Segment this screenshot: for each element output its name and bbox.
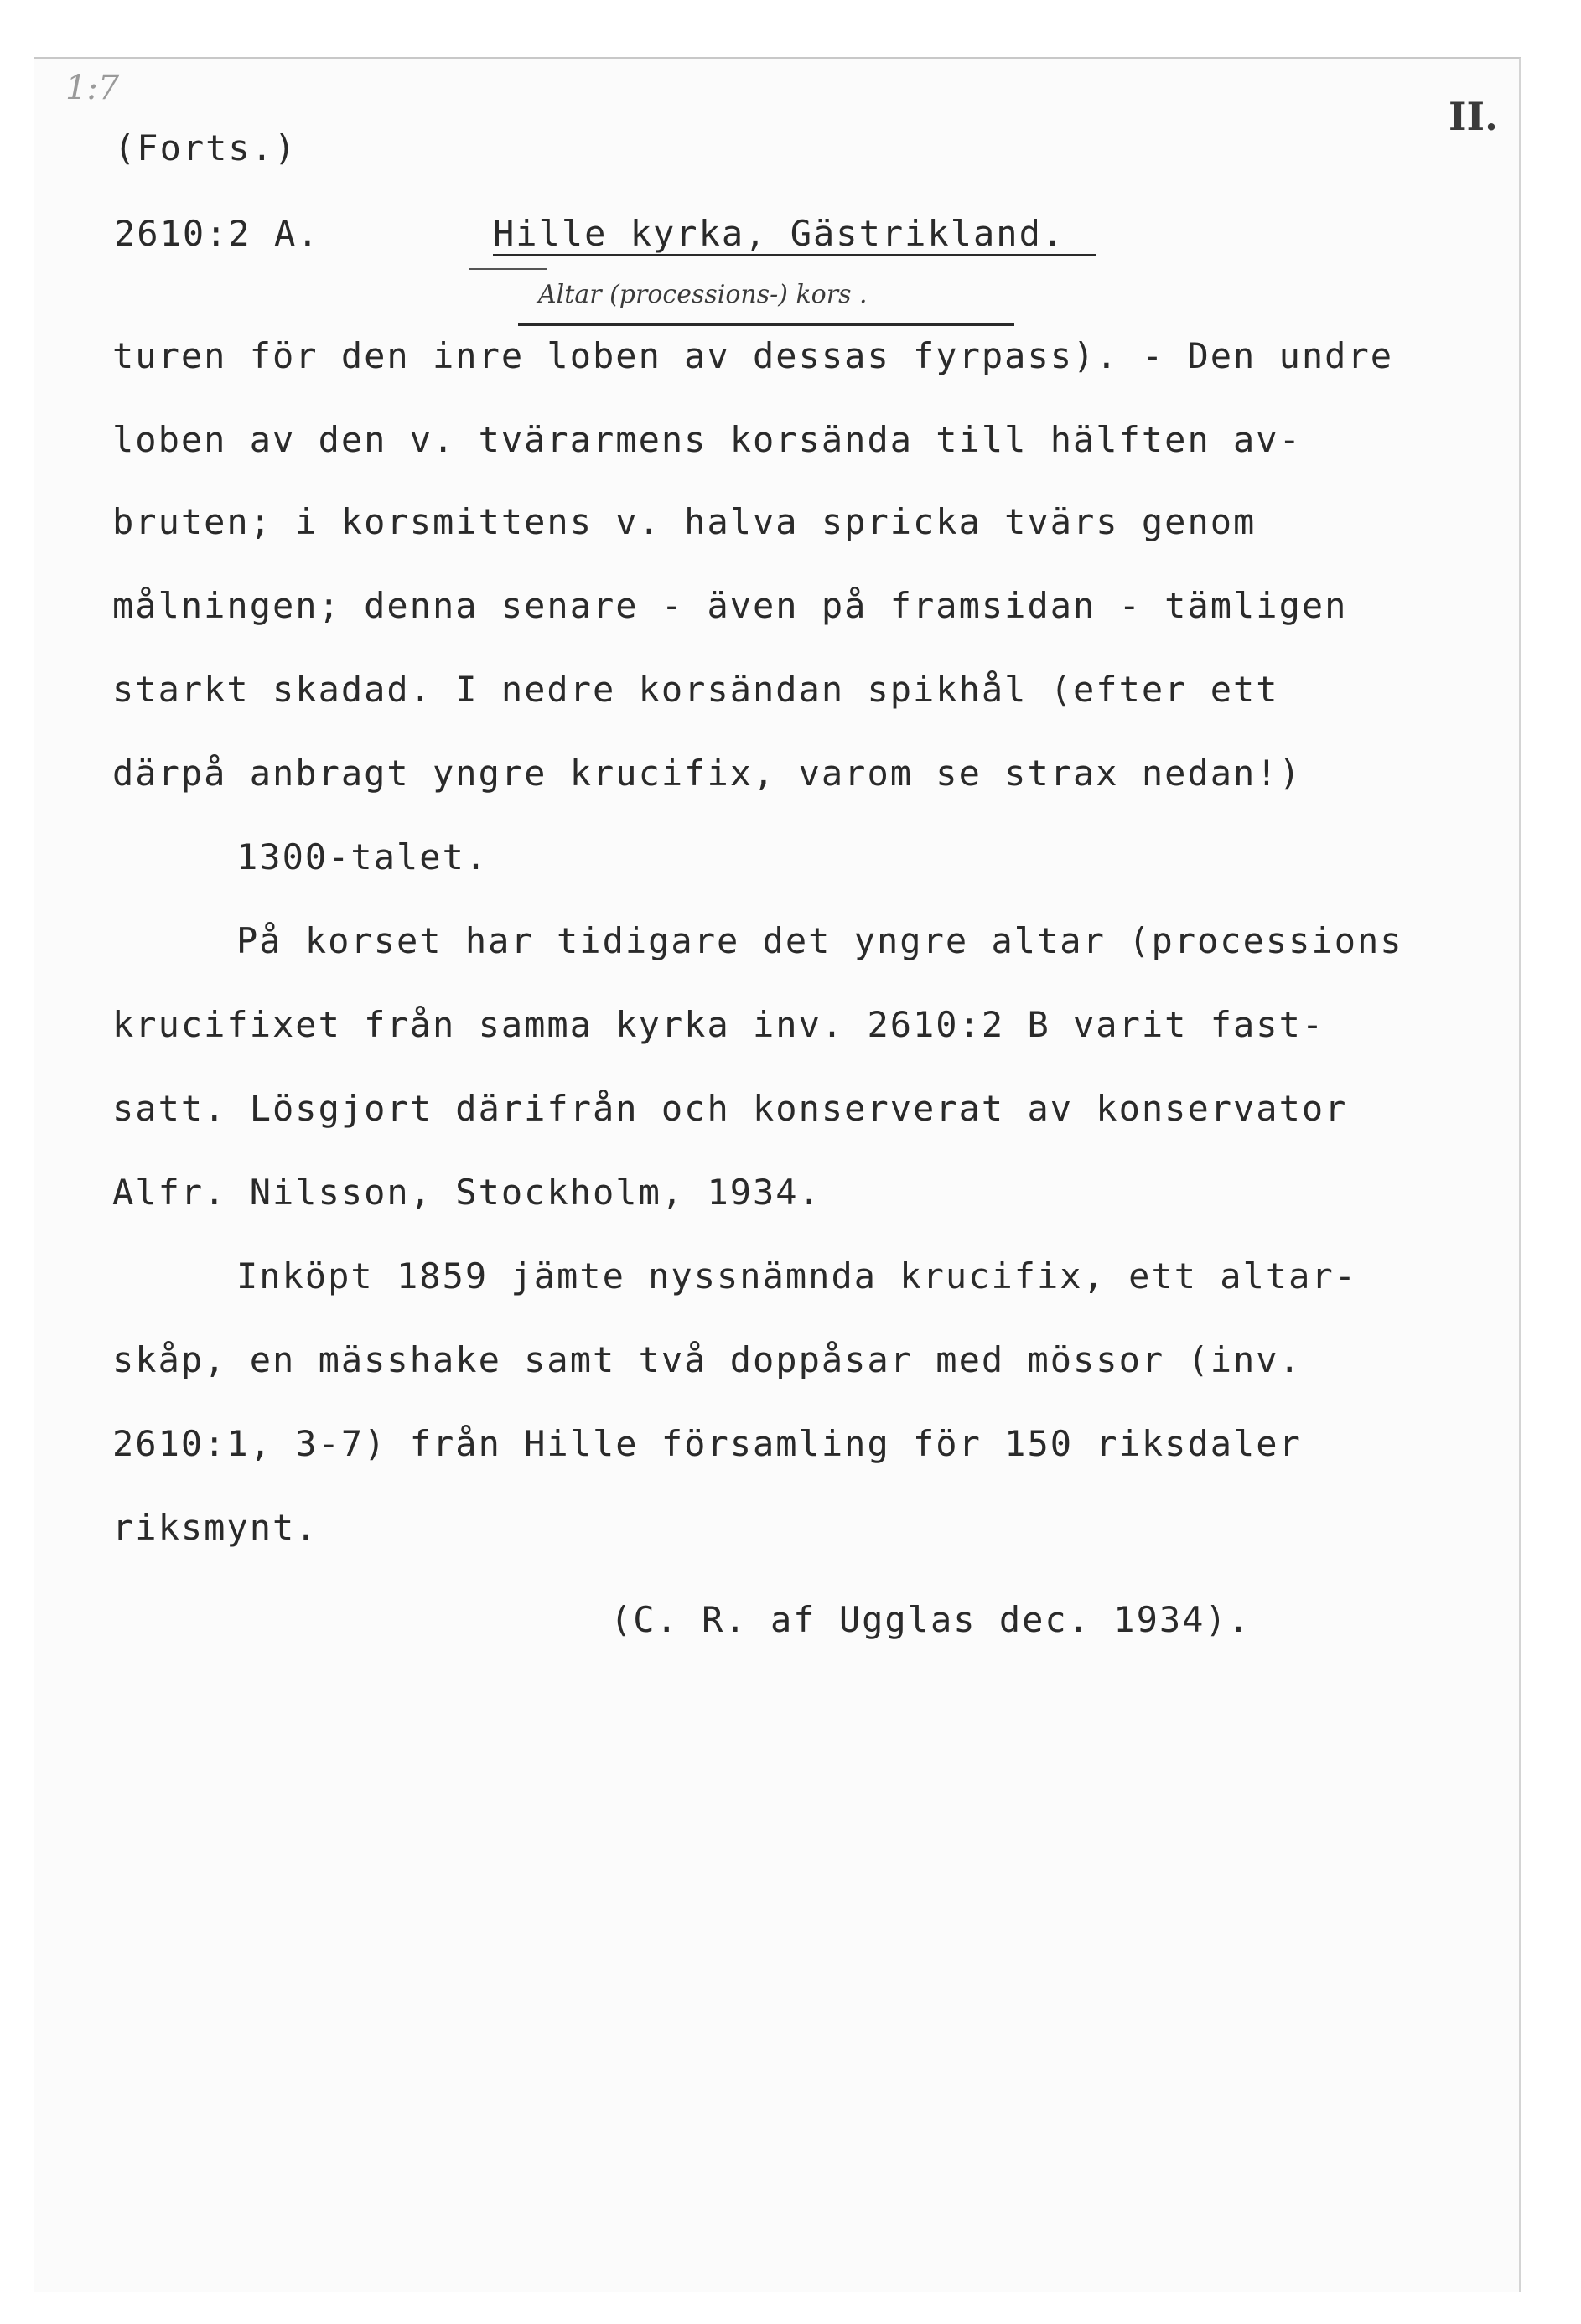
body-line-1: turen för den inre loben av dessas fyrpass). - Den undre bbox=[112, 335, 1394, 376]
body-line-13: skåp, en mässhake samt två doppåsar med mössor (inv. bbox=[112, 1339, 1302, 1380]
body-line-2: loben av den v. tvärarmens korsända till hälften av- bbox=[112, 419, 1302, 460]
inventory-number: 2610:2 A. bbox=[114, 213, 320, 254]
body-line-4: målningen; denna senare - även på framsidan - tämligen bbox=[112, 585, 1348, 626]
title-short-rule bbox=[469, 268, 547, 270]
body-line-11: Alfr. Nilsson, Stockholm, 1934. bbox=[112, 1172, 822, 1213]
subtitle-underline bbox=[518, 323, 1014, 326]
corner-mark: 1:7 bbox=[65, 69, 120, 107]
body-line-15: riksmynt. bbox=[112, 1507, 319, 1548]
document-title: Hille kyrka, Gästrikland. bbox=[493, 213, 1065, 254]
forts-label: (Forts.) bbox=[114, 127, 298, 168]
body-line-7: 1300-talet. bbox=[236, 836, 489, 877]
body-line-14: 2610:1, 3-7) från Hille församling för 150 riksdaler bbox=[112, 1423, 1302, 1464]
body-line-9: krucifixet från samma kyrka inv. 2610:2 B varit fast- bbox=[112, 1004, 1325, 1045]
handwritten-subtitle: Altar (processions-) kors . bbox=[538, 280, 868, 309]
body-line-12: Inköpt 1859 jämte nyssnämnda krucifix, ett altar- bbox=[236, 1255, 1358, 1297]
body-line-10: satt. Lösgjort därifrån och konserverat av konservator bbox=[112, 1088, 1348, 1129]
body-line-8: På korset har tidigare det yngre altar (processions bbox=[236, 920, 1403, 961]
roman-numeral: II. bbox=[1449, 94, 1499, 139]
body-line-6: därpå anbragt yngre krucifix, varom se strax nedan!) bbox=[112, 753, 1302, 794]
signature-line: (C. R. af Ugglas dec. 1934). bbox=[610, 1599, 1252, 1640]
body-line-5: starkt skadad. I nedre korsändan spikhål (efter ett bbox=[112, 669, 1279, 710]
title-underline bbox=[493, 254, 1096, 256]
body-line-3: bruten; i korsmittens v. halva spricka tvärs genom bbox=[112, 501, 1257, 542]
